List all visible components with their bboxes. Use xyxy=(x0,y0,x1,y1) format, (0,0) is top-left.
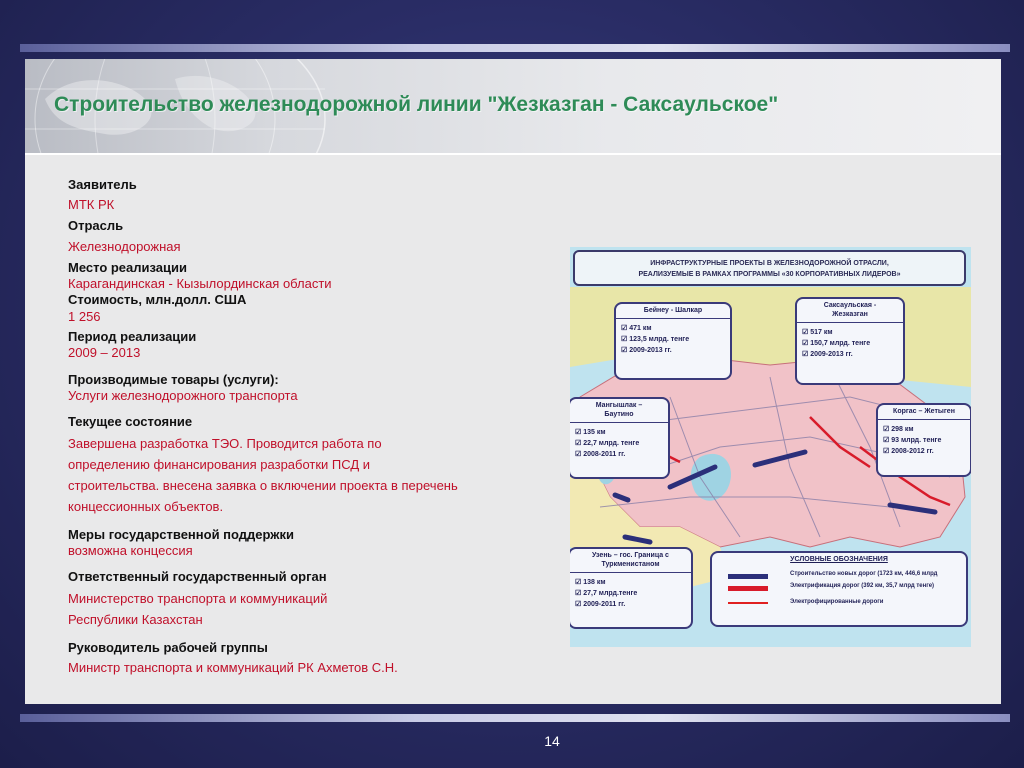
top-decorative-stripe xyxy=(20,44,1010,52)
support-value: возможна концессия xyxy=(68,543,193,558)
slide xyxy=(25,59,1001,704)
cost-label: Стоимость, млн.долл. США xyxy=(68,292,247,307)
location-value: Карагандинская - Кызылординская области xyxy=(68,276,332,291)
railway-projects-map xyxy=(570,247,971,647)
callout-line: ☑ 138 км xyxy=(575,579,606,586)
sector-value: Железнодорожная xyxy=(68,239,181,254)
legend-swatch xyxy=(728,586,768,591)
sector-label: Отрасль xyxy=(68,218,124,233)
header-band xyxy=(25,59,1001,153)
legend-label: Строительство новых дорог (1723 км, 446,6 млрд xyxy=(790,571,938,577)
map-heading-line: ИНФРАСТРУКТУРНЫЕ ПРОЕКТЫ В ЖЕЛЕЗНОДОРОЖНОЙ ОТРАСЛИ, xyxy=(650,260,889,267)
callout-line: ☑ 2008-2012 гг. xyxy=(883,448,934,455)
callout-title xyxy=(570,399,668,423)
callout-mangyshlak-bautino xyxy=(570,397,670,479)
page-number: 14 xyxy=(544,733,560,749)
legend-row-new-roads xyxy=(720,571,960,581)
callout-line: ☑ 2009-2013 гг. xyxy=(621,347,672,354)
callout-line: ☑ 123,5 млрд. тенге xyxy=(621,336,690,343)
callout-beyneu-shalkar xyxy=(614,302,732,380)
callout-title: Бейнеу - Шалкар xyxy=(616,304,730,319)
legend-label: Электрификация дорог (392 км, 35,7 млрд тенге) xyxy=(790,583,935,589)
authority-text xyxy=(68,588,538,630)
legend-row-electrification xyxy=(720,583,960,593)
status-line: определению финансирования разработки ПСД и xyxy=(68,457,371,472)
legend-row-electrified xyxy=(720,599,960,609)
bottom-decorative-stripe xyxy=(20,714,1010,722)
authority-line: Министерство транспорта и коммуникаций xyxy=(68,591,328,606)
period-label: Период реализации xyxy=(68,329,197,344)
callout-line: ☑ 27,7 млрд.тенге xyxy=(575,590,638,597)
map-legend xyxy=(710,551,968,627)
leader-label: Руководитель рабочей группы xyxy=(68,640,268,655)
callout-line: ☑ 298 км xyxy=(883,426,914,433)
status-line: строительства. внесена заявка о включении проекта в перечень xyxy=(68,478,458,493)
support-label: Меры государственной поддержки xyxy=(68,527,295,542)
status-label: Текущее состояние xyxy=(68,414,193,429)
authority-label: Ответственный государственный орган xyxy=(68,569,327,584)
callout-line: ☑ 93 млрд. тенге xyxy=(883,437,942,444)
callout-line: ☑ 2009-2011 гг. xyxy=(575,601,626,608)
goods-label: Производимые товары (услуги): xyxy=(68,372,279,387)
callout-title: Коргас – Жетыген xyxy=(878,405,970,420)
callout-title-line: Саксаульская - xyxy=(823,302,877,309)
callout-title-line: Жезказган xyxy=(832,311,868,318)
callout-title xyxy=(797,299,903,323)
callout-line: ☑ 135 км xyxy=(575,429,606,436)
callout-saksaulskaya-zhezkazgan xyxy=(795,297,905,385)
legend-label: Электрофицированные дороги xyxy=(790,599,884,605)
cost-value: 1 256 xyxy=(68,309,101,324)
leader-value: Министр транспорта и коммуникаций РК Ахметов С.Н. xyxy=(68,660,398,675)
callout-line: ☑ 22,7 млрд. тенге xyxy=(575,440,640,447)
callout-line: ☑ 150,7 млрд. тенге xyxy=(802,340,871,347)
legend-title: УСЛОВНЫЕ ОБОЗНАЧЕНИЯ xyxy=(790,556,888,563)
project-info xyxy=(68,177,538,676)
callout-line: ☑ 2009-2013 гг. xyxy=(802,351,853,358)
authority-line: Республики Казахстан xyxy=(68,612,203,627)
map-heading-line: РЕАЛИЗУЕМЫЕ В РАМКАХ ПРОГРАММЫ «30 КОРПОРАТИВНЫХ ЛИДЕРОВ» xyxy=(638,271,901,278)
period-value: 2009 – 2013 xyxy=(68,345,141,360)
goods-value: Услуги железнодорожного транспорта xyxy=(68,388,298,403)
callout-title xyxy=(570,549,691,573)
callout-title-line: Узень – гос. Граница с xyxy=(592,552,669,559)
map-heading xyxy=(573,250,966,286)
status-text xyxy=(68,433,538,517)
page-title: Строительство железнодорожной линии "Жезказган - Саксаульское" xyxy=(54,93,779,116)
status-line: концессионных объектов. xyxy=(68,499,224,514)
callout-line: ☑ 517 км xyxy=(802,329,833,336)
legend-swatch xyxy=(728,574,768,579)
location-label: Место реализации xyxy=(68,260,188,275)
header-divider xyxy=(25,153,1001,155)
applicant-value: МТК РК xyxy=(68,197,115,212)
callout-title-line: Мангышлак – xyxy=(595,402,643,409)
legend-swatch xyxy=(728,602,768,604)
applicant-label: Заявитель xyxy=(68,177,137,192)
callout-title-line: Баутино xyxy=(604,411,634,418)
callout-title-line: Туркменистаном xyxy=(601,561,660,568)
callout-korgas-zhetygen xyxy=(876,403,971,477)
callout-line: ☑ 2008-2011 гг. xyxy=(575,451,626,458)
callout-line: ☑ 471 км xyxy=(621,325,652,332)
callout-uzen-border xyxy=(570,547,693,629)
status-line: Завершена разработка ТЭО. Проводится работа по xyxy=(68,436,382,451)
